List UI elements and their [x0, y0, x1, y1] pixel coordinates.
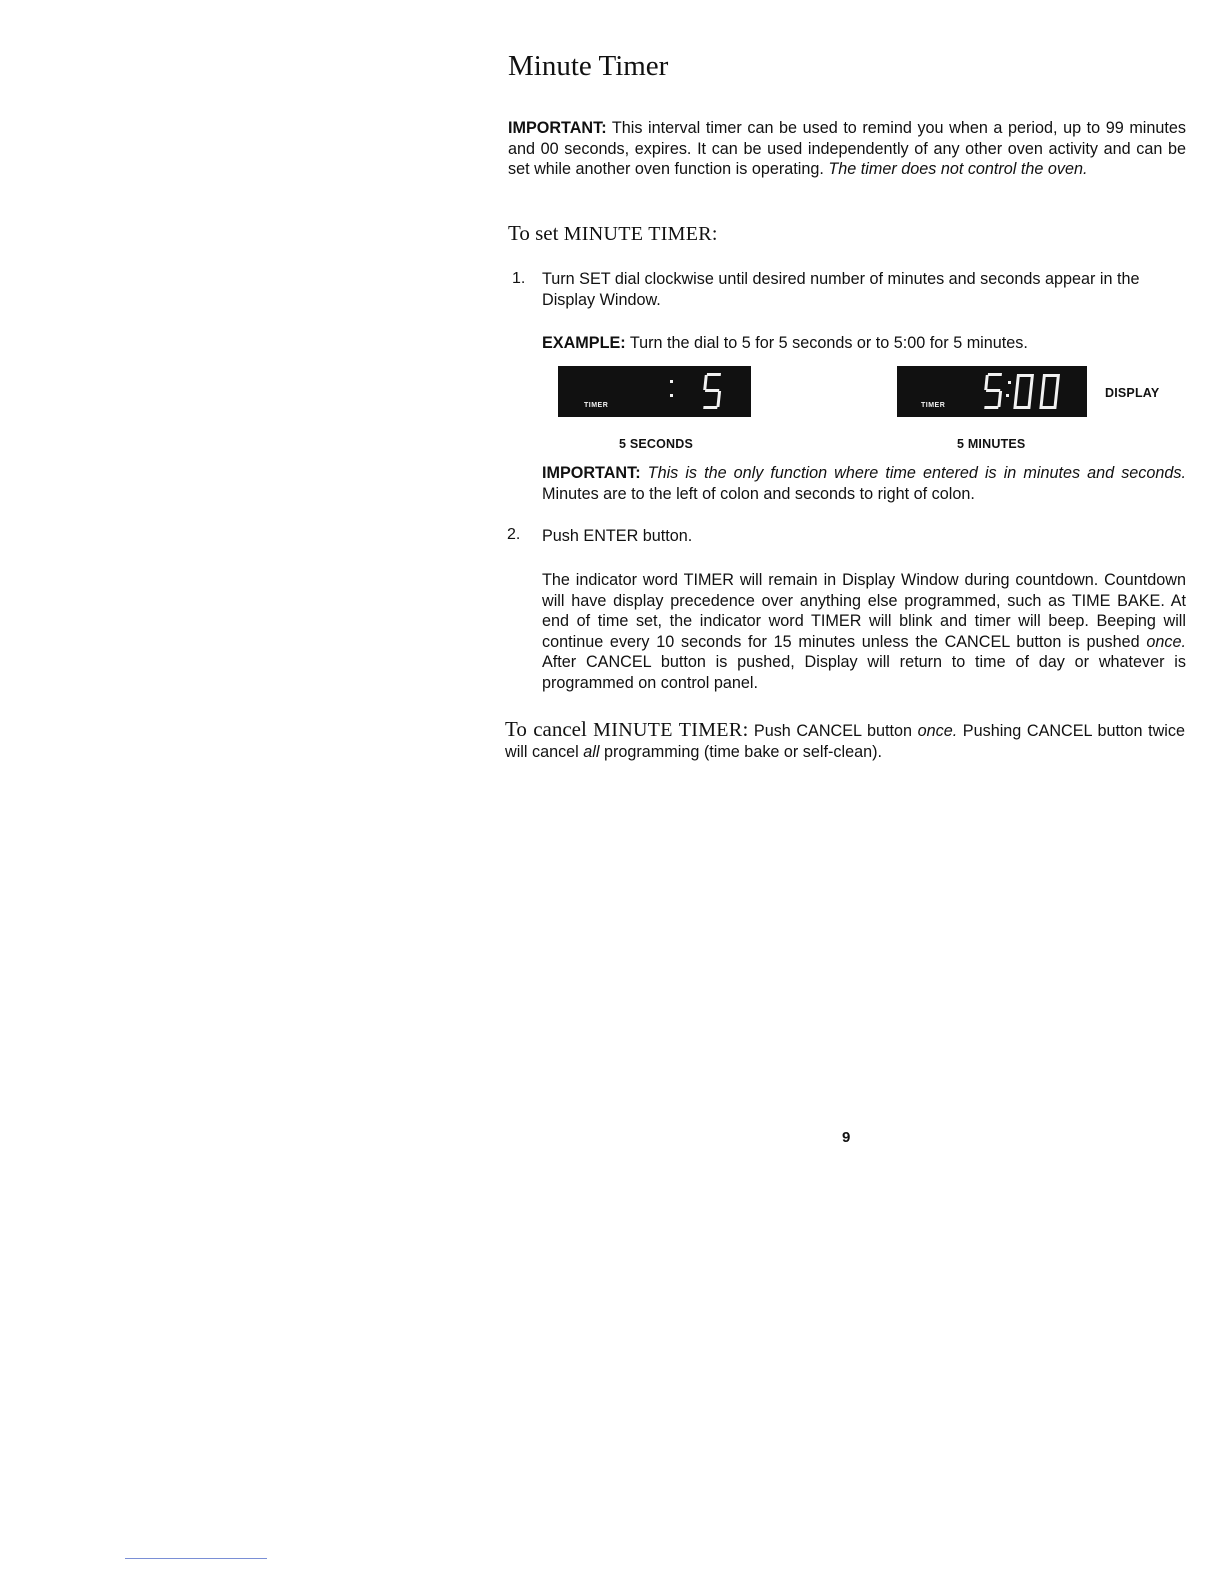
display-5-seconds	[558, 366, 751, 417]
page-title: Minute Timer	[508, 50, 669, 82]
intro-paragraph	[508, 118, 1186, 180]
step2-text: Push ENTER button.	[542, 527, 693, 545]
cancel-text-a: Push CANCEL button	[748, 722, 918, 740]
cancel-colon: :	[742, 717, 749, 741]
step2-number: 2.	[507, 526, 521, 543]
countdown-italic: once.	[1146, 632, 1186, 651]
page-number: 9	[842, 1129, 851, 1146]
caption-5-minutes: 5 MINUTES	[957, 437, 1026, 451]
cancel-italic-all: all	[583, 742, 600, 761]
scan-artifact-line	[125, 1558, 267, 1559]
countdown-text-b: After CANCEL button is pushed, Display will return to time of day or whatever is programmed on control panel.	[542, 653, 1186, 692]
important2-italic: This is the only function where time entered is in minutes and seconds.	[640, 464, 1186, 482]
example-label: EXAMPLE:	[542, 334, 626, 352]
step1-number: 1.	[512, 270, 526, 287]
intro-important-label: IMPORTANT:	[508, 119, 607, 137]
example-line	[542, 333, 1192, 354]
timer-indicator: TIMER	[921, 402, 946, 409]
cancel-text-b: Pushing CANCEL button twice will cancel	[505, 722, 1185, 761]
example-text: Turn the dial to 5 for 5 seconds or to 5:00 for 5 minutes.	[625, 334, 1028, 352]
intro-text: This interval timer can be used to remind you when a period, up to 99 minutes and 00 seconds, expires. It can be used independently of any other oven activity and can be set while another oven function is operating.	[508, 119, 1186, 179]
important2-text: Minutes are to the left of colon and seconds to right of colon.	[542, 484, 975, 503]
countdown-paragraph	[542, 570, 1186, 694]
important2-label: IMPORTANT:	[542, 464, 641, 482]
seven-segment-readout	[897, 366, 1087, 417]
important-minutes-seconds	[542, 463, 1186, 504]
intro-italic-note: The timer does not control the oven.	[828, 160, 1088, 179]
cancel-italic-once: once.	[917, 722, 958, 740]
set-heading-name: MINUTE TIMER:	[563, 223, 718, 245]
seven-segment-readout	[558, 366, 751, 417]
step1-text: Turn SET dial clockwise until desired number of minutes and seconds appear in the Display Window.	[542, 270, 1140, 309]
display-5-minutes	[897, 366, 1087, 417]
timer-indicator: TIMER	[584, 402, 609, 409]
display-label: DISPLAY	[1105, 386, 1160, 400]
cancel-text-c: programming (time bake or self-clean).	[599, 742, 882, 761]
countdown-text-a: The indicator word TIMER will remain in Display Window during countdown. Countdown will have display precedence over anything else programmed, such as TIME BAKE. At end of time set, the indicator word TIMER will blink and timer will beep. Beeping will continue every 10 seconds for 15 minutes unless the CANCEL button is pushed	[542, 571, 1186, 651]
set-timer-heading	[508, 221, 718, 246]
cancel-paragraph	[505, 719, 1185, 762]
cancel-prefix: To cancel	[505, 717, 594, 741]
set-heading-prefix: To set	[508, 221, 564, 245]
caption-5-seconds: 5 SECONDS	[619, 437, 694, 451]
cancel-name: MINUTE TIMER	[593, 719, 743, 741]
